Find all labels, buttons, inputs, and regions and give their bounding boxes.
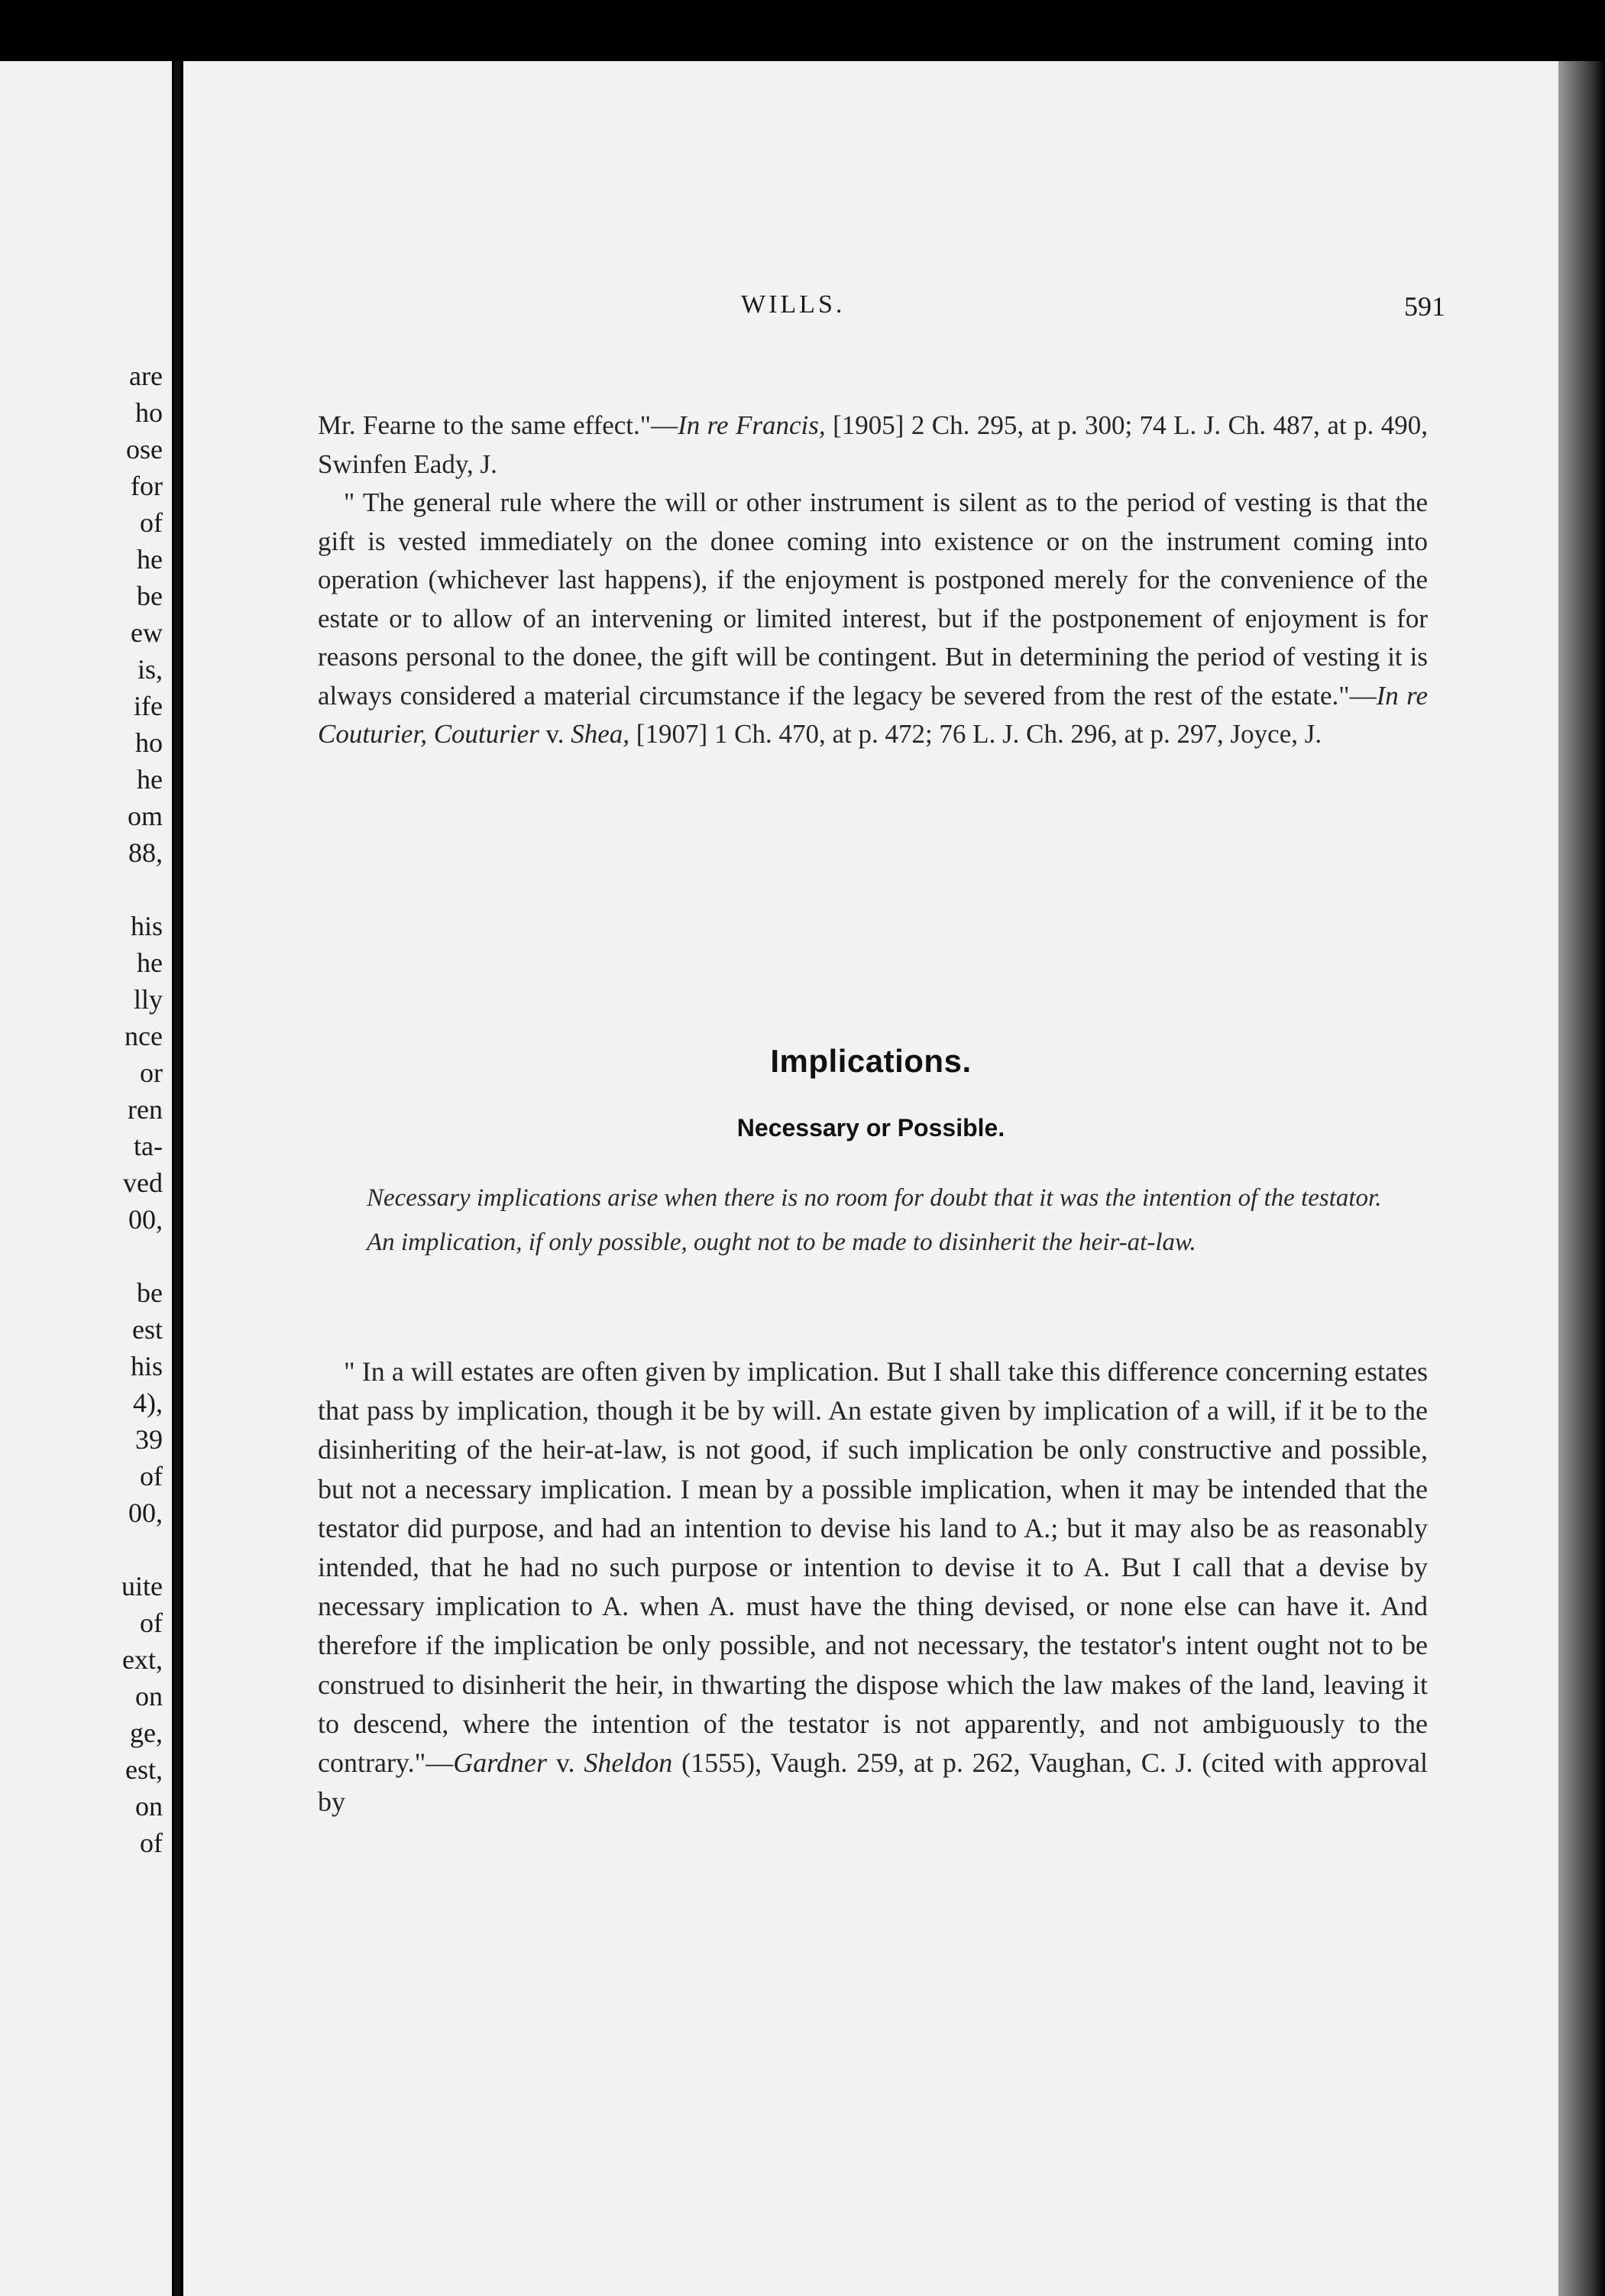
previous-page-text-fragments	[121, 358, 163, 1861]
previous-page-fragment: ho	[135, 397, 163, 428]
previous-page-fragment: his	[130, 1351, 163, 1381]
previous-page-fragment: om	[127, 801, 163, 831]
citation-text: [1905] 2 Ch. 295, at p. 300; 74 L. J. Ch. 487, at p. 490, Swinfen Eady, J.	[318, 410, 1428, 479]
running-head	[183, 290, 1558, 329]
previous-page-fragment: of	[140, 1608, 163, 1638]
quotation-block-implication	[318, 1352, 1428, 1822]
previous-page-fragment: ved	[123, 1167, 163, 1198]
case-name: Shea,	[571, 719, 630, 749]
versus-text: v.	[539, 719, 571, 749]
quote-text: " The general rule where the will or other instrument is silent as to the period of vesting is that the gift is vested immediately on the donee coming into existence or on the instrument coming into operation (whichever last happens), if the enjoyment is postponed merely for the convenience of the estate or to allow of an intervening or limited interest, but if the postponement of enjoyment is for reasons personal to the donee, the gift will be contingent. But in determining the period of vesting it is always considered a material circumstance if the legacy be severed from the rest of the estate."—	[318, 487, 1428, 711]
previous-page-fragment: be	[137, 1278, 163, 1308]
previous-page-fragment	[121, 1238, 163, 1274]
previous-page-fragment: uite	[121, 1571, 163, 1601]
previous-page-fragment: of	[140, 507, 163, 538]
previous-page-fragment: are	[129, 361, 163, 391]
citation-text: [1907] 1 Ch. 470, at p. 472; 76 L. J. Ch. 296, at p. 297, Joyce, J.	[629, 719, 1322, 749]
previous-page-fragment: for	[131, 471, 163, 501]
quote-text: Mr. Fearne to the same effect."—	[318, 410, 678, 440]
previous-page-fragment: est	[132, 1314, 163, 1345]
previous-page-fragment: ge,	[130, 1718, 163, 1748]
previous-page-fragment: he	[137, 764, 163, 795]
previous-page-fragment: nce	[125, 1021, 163, 1051]
previous-page-fragment: 00,	[128, 1498, 163, 1528]
previous-page-fragment: 39	[135, 1424, 163, 1455]
previous-page-fragment: or	[140, 1057, 163, 1088]
case-name: Gardner	[453, 1747, 547, 1779]
previous-page-fragment: on	[135, 1791, 163, 1822]
previous-page-fragment: he	[137, 947, 163, 978]
previous-page-fragment: is,	[137, 654, 163, 685]
section-heading: Implications.	[770, 1043, 972, 1079]
previous-page-fragment: ho	[135, 727, 163, 758]
page-edge-shadow	[1558, 61, 1605, 2296]
previous-page-fragment: ose	[126, 434, 163, 465]
section-subheading: Necessary or Possible.	[736, 1114, 1005, 1142]
quotation-paragraph	[318, 484, 1428, 754]
previous-page-fragment: 4),	[133, 1388, 163, 1418]
previous-page-fragment: ext,	[122, 1644, 163, 1675]
previous-page-fragment: ew	[131, 617, 163, 648]
previous-page-fragment: ren	[128, 1094, 163, 1125]
principle-item: An implication, if only possible, ought not to be made to disinherit the heir-at-law.	[367, 1229, 1196, 1256]
previous-page-fragment: he	[137, 544, 163, 575]
previous-page-fragment: his	[130, 911, 163, 941]
previous-page-fragment: ife	[134, 691, 163, 721]
case-name: In re Couturier, Couturier	[318, 680, 1428, 749]
previous-page-fragment: est,	[125, 1754, 163, 1785]
previous-page-fragment: ta-	[134, 1131, 163, 1161]
previous-page-fragment: 88,	[128, 837, 163, 868]
previous-page-fragment: of	[140, 1461, 163, 1491]
book-page	[183, 61, 1558, 2296]
page-gutter	[174, 61, 180, 2296]
previous-page-fragment: on	[135, 1681, 163, 1711]
running-title: WILLS.	[741, 290, 846, 319]
previous-page-strip	[0, 61, 172, 2296]
versus-text: v.	[546, 1747, 584, 1779]
case-name: In re Francis,	[678, 410, 826, 440]
previous-page-fragment: be	[137, 581, 163, 611]
citation-text: (1555), Vaugh. 259, at p. 262, Vaughan, C. J. (cited with approval by	[318, 1747, 1428, 1818]
principle-item: Necessary implications arise when there is no room for doubt that it was the intention of the testator.	[367, 1184, 1382, 1212]
previous-page-fragment: 00,	[128, 1204, 163, 1235]
previous-page-fragment: of	[140, 1828, 163, 1858]
principles-list	[367, 1178, 1432, 1267]
previous-page-fragment	[121, 1531, 163, 1568]
case-name: Sheldon	[584, 1747, 673, 1779]
quote-text: " In a will estates are often given by implication. But I shall take this difference concerning estates that pass by implication, though it be by will. An estate given by implication of a will, if it be to the disinheriting of the heir-at-law, is not good, if such implication be only constructive and possible, but not a necessary implication. I mean by a possible implication, when it may be intended that the testator did purpose, and had an intention to devise his land to A.; but it may also be as reasonably intended, that he had no such purpose or intention to devise it to A. But I call that a devise by necessary implication to A. when A. must have the thing devised, or none else can have it. And therefore if the implication be only possible, and not necessary, the testator's intent ought not to be construed to disinherit the heir, in thwarting the dispose which the law makes of the land, leaving it to descend, where the intention of the testator is not apparently, and not ambiguously to the contrary."—	[318, 1356, 1428, 1779]
previous-page-fragment: lly	[133, 984, 163, 1015]
quotation-block-vesting	[318, 406, 1428, 754]
page-number: 591	[1404, 291, 1445, 322]
previous-page-fragment	[121, 871, 163, 908]
quotation-paragraph	[318, 406, 1428, 484]
